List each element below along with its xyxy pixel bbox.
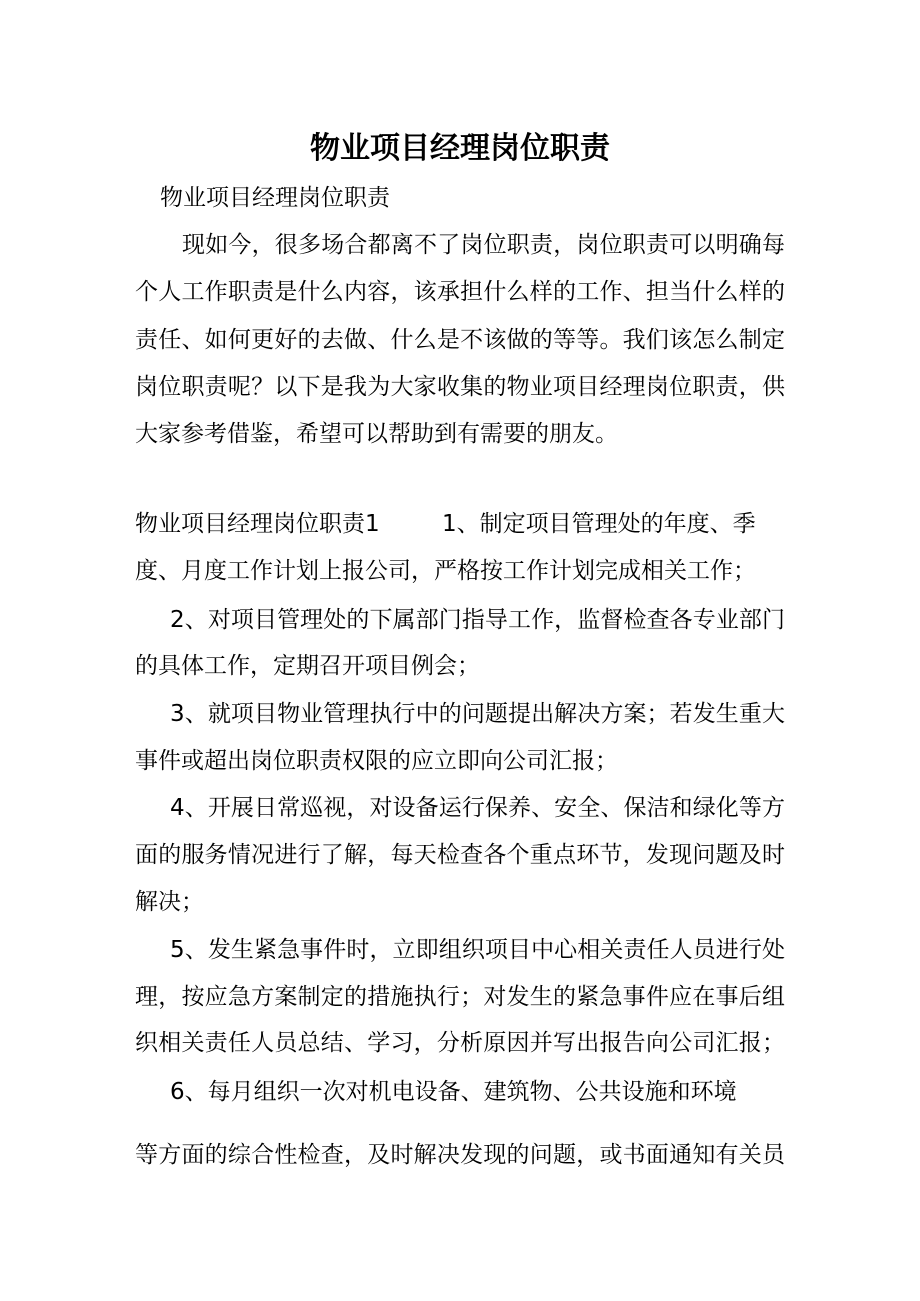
duty-line: 3、就项目物业管理执行中的问题提出解决方案；若发生重大 (170, 701, 785, 727)
intro-line: 大家参考借鉴，希望可以帮助到有需要的朋友。 (135, 421, 618, 447)
subtitle: 物业项目经理岗位职责 (160, 185, 390, 211)
duty-line: 5、发生紧急事件时，立即组织项目中心相关责任人员进行处 (170, 937, 785, 963)
duty-line: 事件或超出岗位职责权限的应立即向公司汇报； (135, 748, 618, 774)
intro-line: 个人工作职责是什么内容，该承担什么样的工作、担当什么样的 (135, 279, 785, 305)
intro-line: 现如今，很多场合都离不了岗位职责，岗位职责可以明确每 (182, 232, 785, 258)
duty-line: 1、制定项目管理处的年度、季 (442, 511, 756, 537)
duty-line: 度、月度工作计划上报公司，严格按工作计划完成相关工作； (135, 558, 756, 584)
intro-line: 岗位职责呢？以下是我为大家收集的物业项目经理岗位职责，供 (135, 374, 785, 400)
duty-line: 面的服务情况进行了解，每天检查各个重点环节，发现问题及时 (135, 842, 785, 868)
duty-line: 等方面的综合性检查，及时解决发现的问题，或书面通知有关员 (135, 1142, 785, 1168)
duty-line: 解决； (135, 889, 204, 915)
intro-line: 责任、如何更好的去做、什么是不该做的等等。我们该怎么制定 (135, 327, 785, 353)
duty-line: 6、每月组织一次对机电设备、建筑物、公共设施和环境 (170, 1079, 737, 1105)
duty-line: 4、开展日常巡视，对设备运行保养、安全、保洁和绿化等方 (170, 795, 785, 821)
duty-line: 2、对项目管理处的下属部门指导工作，监督检查各专业部门 (170, 607, 785, 633)
duty-line: 的具体工作，定期召开项目例会； (135, 653, 480, 679)
duty-line: 理，按应急方案制定的措施执行；对发生的紧急事件应在事后组 (135, 984, 785, 1010)
document-title: 物业项目经理岗位职责 (310, 131, 610, 166)
section-heading: 物业项目经理岗位职责1 (135, 511, 380, 537)
duty-line: 织相关责任人员总结、学习，分析原因并写出报告向公司汇报； (135, 1030, 785, 1056)
